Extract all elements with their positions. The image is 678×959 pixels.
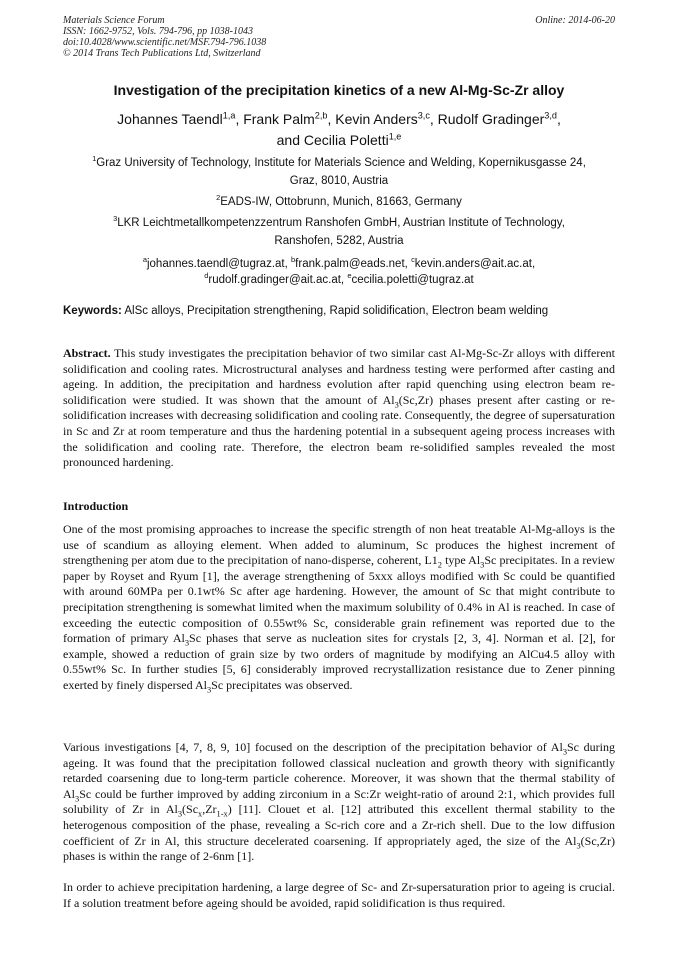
subscript: 3 <box>480 560 485 570</box>
abstract-text: This study investigates the precipitation behavior of two similar cast Al-Mg-Sc-Zr alloys with different solidification and cooling rates. Microstructural analyses and hardness testing were performed after casting and ageing. In addition, the precipitation and hardness evolution after rapid quenching using electron beam re-solidification were studied. It was shown that the amount of Al <box>63 346 615 407</box>
affiliation-3 <box>63 214 615 250</box>
email-list: $^a$johannes.taendl@tugraz.at, $^b$frank.palm@eads.net, $^c$kevin.anders@ait.ac.at, $^d$rudolf.gradinger@ait.ac.at, $^e$cecilia.poletti@tugraz.at <box>142 255 536 286</box>
affiliation-1 <box>63 154 615 190</box>
paragraph-text: Sc during ageing. It was found that the precipitation followed classical nucleation and growth theory with significantly retarded coarsening due to long-term particle coherence. Moreover, it was shown that the thermal stability of Al <box>63 740 615 801</box>
author-name: Kevin Anders <box>335 111 418 127</box>
author-sup: 3,d <box>544 110 557 121</box>
email-link[interactable]: rudolf.gradinger@ait.ac.at, <box>208 274 345 286</box>
keywords <box>63 303 615 319</box>
journal-doi: doi:10.4028/www.scientific.net/MSF.794-796.1038 <box>63 37 267 48</box>
affiliation-2 <box>63 193 615 211</box>
paragraph-text: (Sc,Zr) phases is within the range of 2-6nm [1]. <box>63 833 615 864</box>
author-name: Cecilia Poletti <box>303 132 389 148</box>
subscript: 1-x <box>216 809 228 819</box>
journal-issn: ISSN: 1662-9752, Vols. 794-796, pp 1038-1043 <box>63 26 253 37</box>
affiliation-text: Graz, 8010, Austria <box>289 175 389 187</box>
paragraph-text: Sc precipitates. In a review paper by Royset and Ryum [1], the average strengthening of 5xxx alloys modified with Sc could be quantified with around 60MPa per 0.1wt% Sc after age hardening. However, the amount of Sc that might contribute to precipitation strengthening is somewhat limited when the maximum solubility of 0.4% in Al is reached. In case of exceeding the eutectic composition of 0.55wt% Sc, considerable grain refinement was reported due to the formation of primary Al <box>63 553 615 646</box>
author-name: Rudolf Gradinger <box>437 111 545 127</box>
journal-copyright: © 2014 Trans Tech Publications Ltd, Switzerland <box>63 48 261 59</box>
affiliation-sup: 3 <box>113 214 118 224</box>
intro-paragraph-3: In order to achieve precipitation hardening, a large degree of Sc- and Zr-supersaturation prior to ageing is crucial. If a solution treatment before ageing should be avoided, rapid solidification is thus required. <box>63 880 615 910</box>
subscript: 3 <box>394 400 399 410</box>
affiliation-sup: 2 <box>216 193 221 203</box>
author-sup: 2,b <box>314 110 328 121</box>
affiliation-text: LKR Leichtmetallkompetenzzentrum Ranshofen GmbH, Austrian Institute of Technology, <box>117 217 565 229</box>
paragraph-text: (Sc <box>182 802 199 817</box>
email-link[interactable]: cecilia.poletti@tugraz.at <box>351 274 474 286</box>
subscript: 3 <box>562 747 567 757</box>
subscript: 3 <box>576 840 581 850</box>
subscript: 3 <box>75 794 80 804</box>
intro-paragraph-1 <box>63 522 615 694</box>
email-link[interactable]: frank.palm@eads.net, <box>295 258 408 270</box>
journal-name: Materials Science Forum <box>63 15 165 26</box>
subscript: x <box>198 809 203 819</box>
abstract-label: Abstract. <box>63 346 111 360</box>
author-list: Johannes Taendl$^{1,a}$, Frank Palm$^{2,b}$, Kevin Anders$^{3,c}$, Rudolf Gradinger$^{3,d}$, and Cecilia Poletti$^{1,e}$ <box>117 110 561 148</box>
author-name: Johannes Taendl <box>117 111 223 127</box>
paragraph-text: Various investigations [4, 7, 8, 9, 10] focused on the description of the precipitation behavior of Al <box>63 740 563 754</box>
subscript: 3 <box>184 638 190 648</box>
online-date: Online: 2014-06-20 <box>535 15 615 26</box>
affiliation-text: Ranshofen, 5282, Austria <box>274 235 404 247</box>
author-sup: 1,a <box>222 110 236 121</box>
email-link[interactable]: johannes.taendl@tugraz.at, <box>146 258 288 270</box>
subscript: 2 <box>437 560 442 570</box>
affiliation-text: EADS-IW, Ottobrunn, Munich, 81663, Germany <box>220 196 462 208</box>
email-link[interactable]: kevin.anders@ait.ac.at, <box>414 258 536 270</box>
abstract-text: (Sc,Zr) phases present after casting or re-solidification increases with decreasing solidification and cooling rate. Consequently, the degree of supersaturation in Sc and Zr at room temperature and thus the hardening potential in a subsequent ageing process increases with the solidification and cooling rate. Therefore, the electron beam re-solidified samples revealed the most pronounced hardening. <box>63 392 615 470</box>
author-name: Frank Palm <box>243 111 315 127</box>
subscript: 3 <box>206 685 212 695</box>
subscript: 3 <box>177 809 183 819</box>
paragraph-text: type Al <box>441 553 481 568</box>
abstract <box>63 346 615 471</box>
author-sup: 3,c <box>417 110 430 121</box>
paragraph-text: ) [11]. Clouet et al. [12] attributed this excellent thermal stability to the heterogenous composition of the phase, revealing a Sc-rich core and a Zr-rich shell. Due to the low diffusion coefficient of Zr in Al, this structure decelerated coarsening. If appropriately aged, the size of the Al <box>63 802 615 848</box>
paragraph-text: ,Zr <box>202 802 217 817</box>
paragraph-text: Sc precipitates was observed. <box>211 677 353 692</box>
section-heading: Introduction <box>63 499 129 513</box>
paragraph-text: Sc could be further improved by adding zirconium in a Sc:Zr weight-ratio of around 2:1, which provides full solubility of Zr in Al <box>63 786 615 817</box>
intro-paragraph-2 <box>63 740 615 865</box>
affiliation-text: Graz University of Technology, Institute for Materials Science and Welding, Kopernikusgasse 24, <box>96 157 586 169</box>
paragraph-text: Sc phases that serve as nucleation sites for crystals [2, 3, 4]. Norman et al. [2], for example, showed a reduction of grain size by two orders of magnitude by modifying an AlCu4.5 alloy with 0.55wt% Sc. In further studies [5, 6] considerably improved recrystallization resistance due to Zener pinning exerted by finely dispersed Al <box>63 631 615 692</box>
author-sup: 1,e <box>388 131 402 142</box>
journal-header <box>63 15 266 59</box>
affiliation-sup: 1 <box>92 154 97 164</box>
keywords-label: Keywords: <box>63 305 122 317</box>
keywords-text: AlSc alloys, Precipitation strengthening, Rapid solidification, Electron beam welding <box>124 305 549 317</box>
paper-title: Investigation of the precipitation kinetics of a new Al-Mg-Sc-Zr alloy <box>113 82 565 98</box>
paragraph-text: One of the most promising approaches to increase the specific strength of non heat treatable Al-Mg-alloys is the use of scandium as alloying element. When added to aluminum, Sc produces the highest increment of strengthening per atom due to the precipitation of nano-disperse, coherent, L1 <box>63 522 615 568</box>
